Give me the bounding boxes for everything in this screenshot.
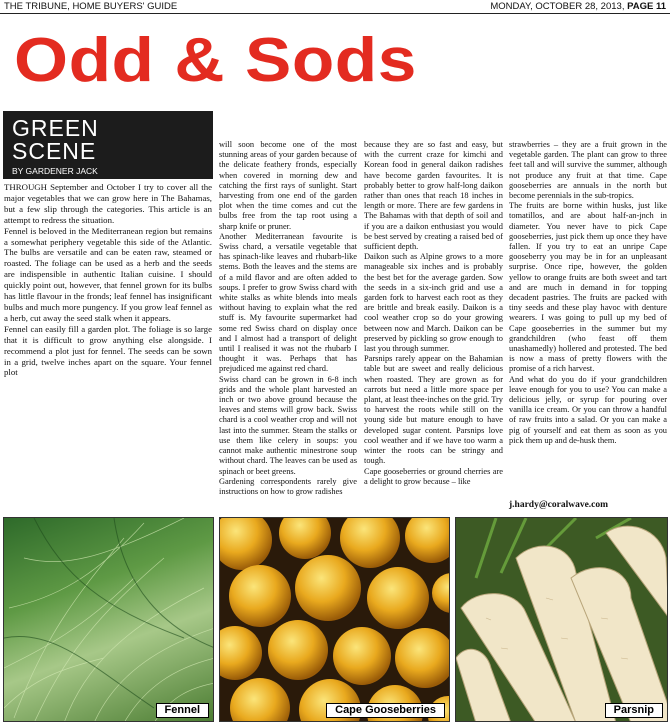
- parsnip-illustration: [456, 518, 668, 722]
- fennel-caption: Fennel: [156, 703, 209, 718]
- article-column-3: [364, 140, 503, 487]
- paragraph: Cape gooseberries or ground cherries are a delight to grow because – like: [364, 466, 503, 486]
- masthead: [0, 0, 670, 14]
- banner-title-line1: GREEN: [12, 115, 99, 141]
- cape-gooseberries-photo: [219, 517, 450, 722]
- paragraph: strawberries – they are a fruit grown in the vegetable garden. The plant can grow to three feet tall and will survive the summer, although not produce any fruit at that time. Cape gooseberries are annuals in the north but become perennials in the sub-tropics.: [509, 140, 667, 201]
- paragraph: because they are so fast and easy, but with the current craze for kimchi and Korean food in general daikon radishes have become garden favourites. It is probably better to grow half-long daikon rather than ones that reach 18 inches in length or more. There are few gardens in The Bahamas with that depth of soil and if you are a daikon enthusiast you would be best served by creating a raised bed of sufficient depth.: [364, 140, 503, 252]
- paragraph: Gardening correspondents rarely give instructions on how to grow radishes: [219, 476, 357, 496]
- paragraph: Swiss chard can be grown in 6-8 inch grids and the whole plant harvested an inch or two above ground because the leaves and stems will grow back. Swiss chard is a cool weather crop and will not last into the summer. Steam the stalks or use them like celery in soups: you cannot make authentic minestrone soup without chard. The leaves can be used as spinach or beet greens.: [219, 374, 357, 476]
- column-banner: [3, 111, 213, 179]
- cape-gooseberries-caption: Cape Gooseberries: [326, 703, 445, 718]
- banner-title-line2: SCENE: [12, 138, 97, 164]
- article-column-4: [509, 140, 667, 446]
- fennel-photo: [3, 517, 214, 722]
- paragraph: will soon become one of the most stunning areas of your garden because of the delicate feathery fronds, especially when covered in morning dew and catching the first rays of sunlight. Start harvesting from one end of the garden plot when the time comes and cut the bulbs free from the tap root using a sharp knife or pruner.: [219, 140, 357, 231]
- paragraph: Another Mediterranean favourite is Swiss chard, a versatile vegetable that has spinach-like leaves and rhubarb-like stems. Both the leaves and the stems are of a mild flavor and are often added to soups. I prefer to grow Swiss chard with white stalks as white blends into meals without having to explain what the red stuff is. My favourite supermarket had some red Swiss chard on display once and I almost had a transport of delight until I realised it was not the rhubarb I thought it was. Perhaps that has prejudiced me against red chard.: [219, 231, 357, 374]
- paragraph: THROUGH September and October I try to cover all the major vegetables that we can grow here in The Bahamas, but a few slip through the categories. This article is an attempt to redress the situation.: [4, 182, 212, 225]
- fennel-illustration: [4, 518, 214, 722]
- paragraph: Fennel is beloved in the Mediterranean region but remains a somewhat periphery vegetable this side of the Atlantic. The bulbs are versatile and can be eaten raw, steamed or roasted. The foliage can be used as a herb and the seeds are indispensible in authentic Italian cuisine. I should quickly point out, however, that fennel grown for its bulbs has little flavour in the fronds; leaf fennel has insignificant bulbs and much more pungency. If you grow leaf fennel as a herb, cut away the seed stalk when it appears.: [4, 225, 212, 323]
- masthead-page: PAGE 11: [627, 1, 666, 12]
- paragraph: Fennel can easily fill a garden plot. The foliage is so large that it is difficult to grow anything else alongside. I recommend a plot just for fennel. The seeds can be sown in a grid, twelve inches apart on the square. Your fennel plot: [4, 323, 212, 378]
- author-email: j.hardy@coralwave.com: [509, 500, 609, 510]
- gooseberries-illustration: [220, 518, 450, 722]
- parsnip-caption: Parsnip: [605, 703, 663, 718]
- masthead-publication: THE TRIBUNE, HOME BUYERS' GUIDE: [4, 1, 178, 12]
- article-column-1: [4, 182, 212, 378]
- byline: BY GARDENER JACK: [12, 166, 98, 176]
- paragraph: The fruits are borne within husks, just like tomatillos, and are about half-an-jnch in diameter. You never have to pick Cape gooseberries, just pick them up once they have fallen. If you try to eat an unripe Cape gooseberry you may be in for an unpleasant surprise. Once ripe, however, the golden yellow to orange fruits are both sweet and tart and are much in demand in for topping decadent pastries. The fruits are packed with tiny seeds and these play havoc with denture wearers. I was going to pull up my bed of Cape gooseberries in the summer but my grandchildren (who feast off them unashamedly) hollered and protested. The bed is now a mass of pretty flowers with the promise of a rich harvest.: [509, 201, 667, 374]
- masthead-date-page: [490, 0, 666, 13]
- masthead-date: MONDAY, OCTOBER 28, 2013,: [490, 1, 625, 12]
- headline: Odd & Sods: [14, 26, 417, 95]
- paragraph: Daikon such as Alpine grows to a more manageable six inches and is probably the best bet for the average garden. Sow the seeds in a six-inch grid and use a garden fork to harvest each root as they are brittle and break easily. Daikon is a cool weather crop so do your growing between now and March. Daikon can be preserved by pickling so grow enough to last you through summer.: [364, 252, 503, 354]
- article-column-2: [219, 140, 357, 497]
- paragraph: Parsnips rarely appear on the Bahamian table but are sweet and really delicious when roasted. They are grown as for carrots but need a little more space per plant, at least thee-inches on the grid. Try to harvest the roots while still on the young side but mature enough to have developed sugar content. Parsnips love cool weather and if we have too warm a winter the roots can be stringy and tough.: [364, 354, 503, 466]
- paragraph: And what do you do if your grandchildren leave enough for you to use? You can make a delicious jelly, or syrup for pouring over vanilla ice cream. Or you can throw a handful of raw fruits into a salad. Or you can make a pig of yourself and eat them as soon as you pick them up and de-husk them.: [509, 374, 667, 445]
- parsnip-photo: [455, 517, 668, 722]
